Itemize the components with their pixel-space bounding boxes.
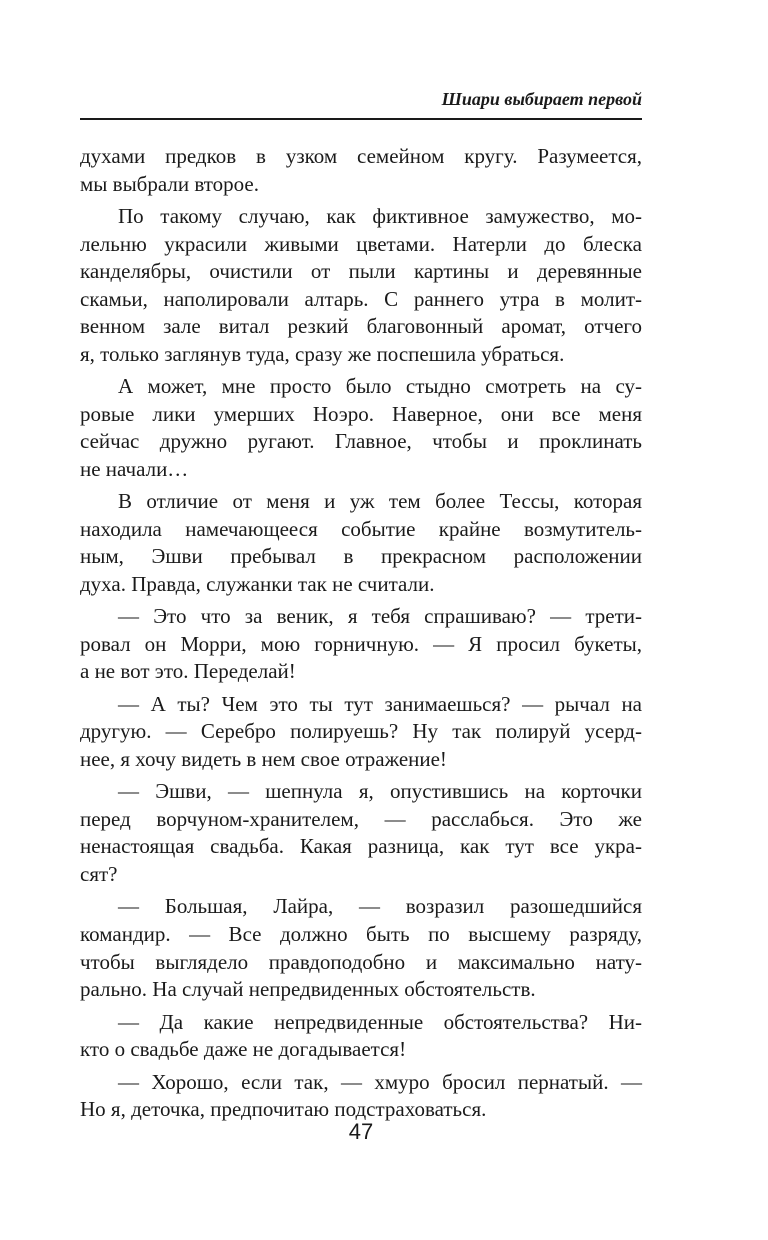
text-line: командир. — Все должно быть по высшему разряду, — [80, 922, 642, 946]
text-line: лельню украсили живыми цветами. Натерли до блеска — [80, 231, 642, 256]
text-line: нее, я хочу видеть в нем свое отражение! — [80, 746, 447, 771]
text-line: духа. Правда, служанки так не считали. — [80, 571, 435, 596]
paragraph — [80, 373, 642, 483]
text-line: — Эшви, — шепнула я, опустившись на корточки — [118, 779, 642, 804]
text-line: находила намечающееся событие крайне возмутитель- — [80, 516, 642, 541]
paragraph — [80, 488, 642, 598]
text-line: я, только заглянув туда, сразу же поспешила убраться. — [80, 341, 565, 366]
text-line: не начали… — [80, 456, 189, 481]
text-line: В отличие от меня и уж тем более Тессы, которая — [118, 489, 642, 514]
paragraph — [80, 893, 642, 1003]
text-line: — Это что за веник, я тебя спрашиваю? — трети- — [118, 604, 642, 629]
paragraph — [80, 603, 642, 686]
text-line: сят? — [80, 862, 118, 887]
text-line: рально. На случай непредвиденных обстоятельств. — [80, 977, 536, 1002]
header-rule — [80, 118, 642, 120]
text-line: Но я, деточка, предпочитаю подстраховаться. — [80, 1097, 487, 1122]
text-line: духами предков в узком семейном кругу. Разумеется, — [80, 144, 642, 168]
text-line: ровые лики умерших Ноэро. Наверное, они все меня — [80, 401, 642, 426]
paragraph — [80, 143, 642, 198]
text-line: канделябры, очистили от пыли картины и деревянные — [80, 259, 642, 284]
paragraph — [80, 1069, 642, 1124]
page-number: 47 — [348, 1119, 374, 1144]
text-line: другую. — Серебро полируешь? Ну так полируй усерд- — [80, 719, 642, 744]
text-line: скамьи, наполировали алтарь. С раннего утра в молит- — [80, 286, 642, 311]
text-line: По такому случаю, как фиктивное замужество, мо- — [118, 203, 642, 228]
text-line: А может, мне просто было стыдно смотреть на су- — [118, 374, 642, 399]
text-line: кто о свадьбе даже не догадывается! — [80, 1037, 407, 1062]
text-line: — Большая, Лайра, — возразил разошедшийся — [118, 894, 642, 919]
text-line: а не вот это. Переделай! — [80, 659, 296, 684]
running-head: Шиари выбирает первой — [441, 89, 642, 109]
text-line: чтобы выглядело правдоподобно и максимально нату- — [80, 949, 642, 974]
paragraph — [80, 203, 642, 368]
paragraph — [80, 691, 642, 774]
text-line: ровал он Морри, мою горничную. — Я просил букеты, — [80, 631, 642, 656]
text-line: — Хорошо, если так, — хмуро бросил пернатый. — — [118, 1069, 642, 1094]
paragraph — [80, 1009, 642, 1064]
text-line: перед ворчуном-хранителем, — расслабься. Это же — [80, 806, 642, 831]
text-line: мы выбрали второе. — [80, 171, 259, 196]
text-line: — А ты? Чем это ты тут занимаешься? — рычал на — [118, 691, 642, 716]
text-line: — Да какие непредвиденные обстоятельства? Ни- — [118, 1009, 642, 1034]
text-line: венном зале витал резкий благовонный аромат, отчего — [80, 314, 642, 339]
text-line: ным, Эшви пребывал в прекрасном расположении — [80, 544, 642, 569]
text-line: сейчас дружно ругают. Главное, чтобы и проклинать — [80, 429, 642, 454]
paragraph — [80, 778, 642, 888]
body-text — [80, 143, 642, 1129]
text-line: ненастоящая свадьба. Какая разница, как тут все укра- — [80, 834, 642, 859]
